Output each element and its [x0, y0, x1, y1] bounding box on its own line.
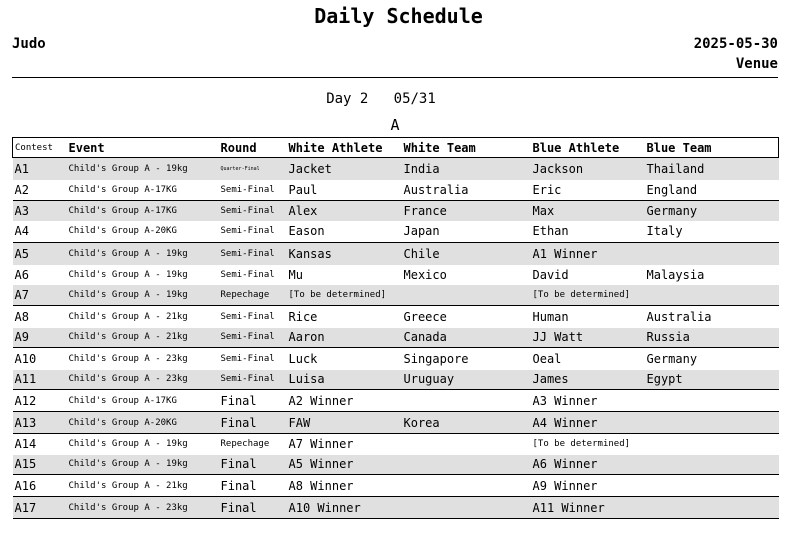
event-cell: Child's Group A-17KG	[68, 184, 177, 195]
event-cell: Child's Group A - 23kg	[67, 348, 219, 370]
round-cell: Final	[219, 412, 287, 434]
event-cell: Child's Group A - 19kg	[68, 269, 188, 280]
white-team-cell: Singapore	[402, 348, 531, 370]
blue-athlete-cell: Eric	[532, 182, 562, 197]
page-title: Daily Schedule	[314, 4, 483, 28]
white-athlete-cell: FAW	[287, 412, 402, 434]
table-row	[13, 390, 779, 412]
contest-cell: A3	[13, 201, 67, 221]
white-athlete-cell: A5 Winner	[287, 455, 402, 475]
round-cell: Repechage	[219, 285, 287, 306]
blue-team-cell: Russia	[645, 328, 779, 348]
round-cell: Semi-Final	[219, 370, 287, 390]
white-team-cell: India	[402, 158, 531, 180]
mat-label: A	[390, 116, 400, 134]
blue-team-cell	[645, 285, 779, 306]
blue-athlete-cell: Max	[531, 201, 645, 221]
table-row	[13, 370, 779, 390]
table-header-row	[13, 138, 779, 158]
blue-athlete-cell: David	[532, 267, 569, 282]
round-cell: Semi-Final	[219, 306, 287, 328]
round-cell: Final	[219, 455, 287, 475]
event-cell: Child's Group A-20KG	[67, 412, 219, 434]
contest-cell: A5	[13, 243, 67, 265]
blue-team-cell	[645, 434, 779, 455]
blue-team-cell	[645, 497, 779, 519]
white-team-cell: Greece	[402, 306, 531, 328]
round-cell: Final	[219, 475, 287, 497]
white-team-cell	[402, 434, 531, 455]
contest-cell: A14	[13, 434, 67, 455]
column-header-blue-athlete: Blue Athlete	[531, 138, 645, 158]
blue-athlete-cell: JJ Watt	[531, 328, 645, 348]
white-athlete-cell: Kansas	[287, 243, 402, 265]
contest-cell: A9	[13, 328, 67, 348]
round-cell: Final	[219, 390, 287, 412]
blue-team-cell	[645, 475, 779, 497]
event-cell: Child's Group A-20KG	[68, 226, 177, 237]
blue-team-cell: Germany	[645, 348, 779, 370]
event-cell: Child's Group A - 21kg	[67, 328, 219, 348]
round-cell: Semi-Final	[220, 184, 275, 195]
white-team-cell: Japan	[403, 224, 440, 239]
white-team-cell: France	[402, 201, 531, 221]
schedule-table	[12, 137, 779, 519]
round-cell: Quarter-Final	[219, 158, 287, 180]
blue-team-cell: Australia	[645, 306, 779, 328]
blue-team-cell: Germany	[645, 201, 779, 221]
contest-cell: A7	[13, 285, 67, 306]
white-athlete-cell: Mu	[288, 267, 303, 282]
white-team-cell	[402, 475, 531, 497]
white-athlete-cell: A2 Winner	[287, 390, 402, 412]
white-team-cell	[402, 455, 531, 475]
day-label: Day 2	[326, 91, 369, 107]
white-athlete-cell: Rice	[287, 306, 402, 328]
blue-athlete-cell: Oeal	[531, 348, 645, 370]
white-team-cell	[402, 285, 531, 306]
round-cell: Semi-Final	[220, 226, 275, 237]
event-cell: Child's Group A - 19kg	[67, 455, 219, 475]
blue-team-cell: Thailand	[645, 158, 779, 180]
contest-cell: A13	[13, 412, 67, 434]
event-cell: Child's Group A - 19kg	[67, 243, 219, 265]
round-cell: Semi-Final	[219, 328, 287, 348]
event-cell: Child's Group A-17KG	[67, 390, 219, 412]
blue-athlete-cell: [To be determined]	[531, 434, 645, 455]
white-team-cell: Canada	[402, 328, 531, 348]
table-row	[13, 201, 779, 221]
white-athlete-cell: [To be determined]	[287, 285, 402, 306]
column-header-round: Round	[219, 138, 287, 158]
white-athlete-cell: Aaron	[287, 328, 402, 348]
contest-cell: A15	[13, 455, 67, 475]
blue-athlete-cell: A6 Winner	[531, 455, 645, 475]
event-cell: Child's Group A - 21kg	[67, 475, 219, 497]
white-team-cell	[402, 497, 531, 519]
event-cell: Child's Group A - 19kg	[67, 285, 219, 306]
table-row	[13, 243, 779, 265]
blue-team-cell: Malaysia	[646, 267, 705, 282]
table-row	[13, 455, 779, 475]
blue-team-cell: Egypt	[645, 370, 779, 390]
contest-cell: A2	[14, 182, 29, 197]
white-athlete-cell: Jacket	[287, 158, 402, 180]
blue-athlete-cell: Human	[531, 306, 645, 328]
table-row	[13, 158, 779, 180]
contest-cell: A4	[14, 224, 29, 239]
blue-athlete-cell: A3 Winner	[531, 390, 645, 412]
round-cell: Semi-Final	[219, 243, 287, 265]
table-row	[13, 180, 779, 201]
table-row	[13, 348, 779, 370]
white-athlete-cell: A7 Winner	[287, 434, 402, 455]
day-date: 05/31	[393, 91, 436, 107]
table-row	[13, 412, 779, 434]
contest-cell: A16	[13, 475, 67, 497]
white-team-cell: Korea	[402, 412, 531, 434]
contest-cell: A17	[13, 497, 67, 519]
column-header-event: Event	[67, 138, 219, 158]
column-header-white-team: White Team	[402, 138, 531, 158]
blue-athlete-cell: James	[531, 370, 645, 390]
blue-athlete-cell: A4 Winner	[531, 412, 645, 434]
table-row	[13, 285, 779, 306]
event-cell: Child's Group A - 19kg	[67, 158, 219, 180]
white-athlete-cell: A8 Winner	[287, 475, 402, 497]
blue-team-cell: Italy	[646, 224, 683, 239]
white-team-cell	[402, 390, 531, 412]
column-header-contest: Contest	[13, 138, 67, 158]
white-athlete-cell: Alex	[287, 201, 402, 221]
table-row	[13, 328, 779, 348]
event-cell: Child's Group A-17KG	[67, 201, 219, 221]
event-cell: Child's Group A - 23kg	[67, 497, 219, 519]
event-cell: Child's Group A - 23kg	[67, 370, 219, 390]
blue-team-cell	[645, 455, 779, 475]
event-cell: Child's Group A - 19kg	[67, 434, 219, 455]
schedule-date: 2025-05-30	[693, 36, 778, 52]
white-athlete-cell: Eason	[288, 224, 325, 239]
blue-athlete-cell: [To be determined]	[531, 285, 645, 306]
white-athlete-cell: A10 Winner	[287, 497, 402, 519]
contest-cell: A11	[13, 370, 67, 390]
round-cell: Semi-Final	[220, 269, 275, 280]
table-row	[13, 434, 779, 455]
contest-cell: A8	[13, 306, 67, 328]
table-row	[13, 221, 779, 243]
blue-athlete-cell: A9 Winner	[531, 475, 645, 497]
column-header-blue-team: Blue Team	[645, 138, 779, 158]
table-row	[13, 497, 779, 519]
round-cell: Final	[219, 497, 287, 519]
blue-athlete-cell: A1 Winner	[531, 243, 645, 265]
white-team-cell: Uruguay	[402, 370, 531, 390]
blue-team-cell	[645, 412, 779, 434]
blue-team-cell: England	[646, 182, 698, 197]
table-row	[13, 475, 779, 497]
contest-cell: A1	[13, 158, 67, 180]
event-cell: Child's Group A - 21kg	[67, 306, 219, 328]
day-heading	[0, 91, 762, 107]
blue-team-cell	[645, 243, 779, 265]
white-athlete-cell: Luisa	[287, 370, 402, 390]
white-team-cell: Chile	[402, 243, 531, 265]
blue-team-cell	[645, 390, 779, 412]
venue-label: Venue	[735, 56, 778, 72]
header-divider	[12, 77, 778, 78]
blue-athlete-cell: Ethan	[532, 224, 569, 239]
blue-athlete-cell: A11 Winner	[531, 497, 645, 519]
contest-cell: A12	[13, 390, 67, 412]
round-cell: Semi-Final	[219, 348, 287, 370]
white-team-cell: Mexico	[403, 267, 447, 282]
table-row	[13, 265, 779, 285]
white-team-cell: Australia	[403, 182, 469, 197]
table-row	[13, 306, 779, 328]
sport-name: Judo	[12, 36, 46, 52]
white-athlete-cell: Luck	[287, 348, 402, 370]
contest-cell: A6	[14, 267, 29, 282]
round-cell: Semi-Final	[219, 201, 287, 221]
white-athlete-cell: Paul	[288, 182, 318, 197]
blue-athlete-cell: Jackson	[531, 158, 645, 180]
round-cell: Repechage	[219, 434, 287, 455]
column-header-white-athlete: White Athlete	[287, 138, 402, 158]
contest-cell: A10	[13, 348, 67, 370]
